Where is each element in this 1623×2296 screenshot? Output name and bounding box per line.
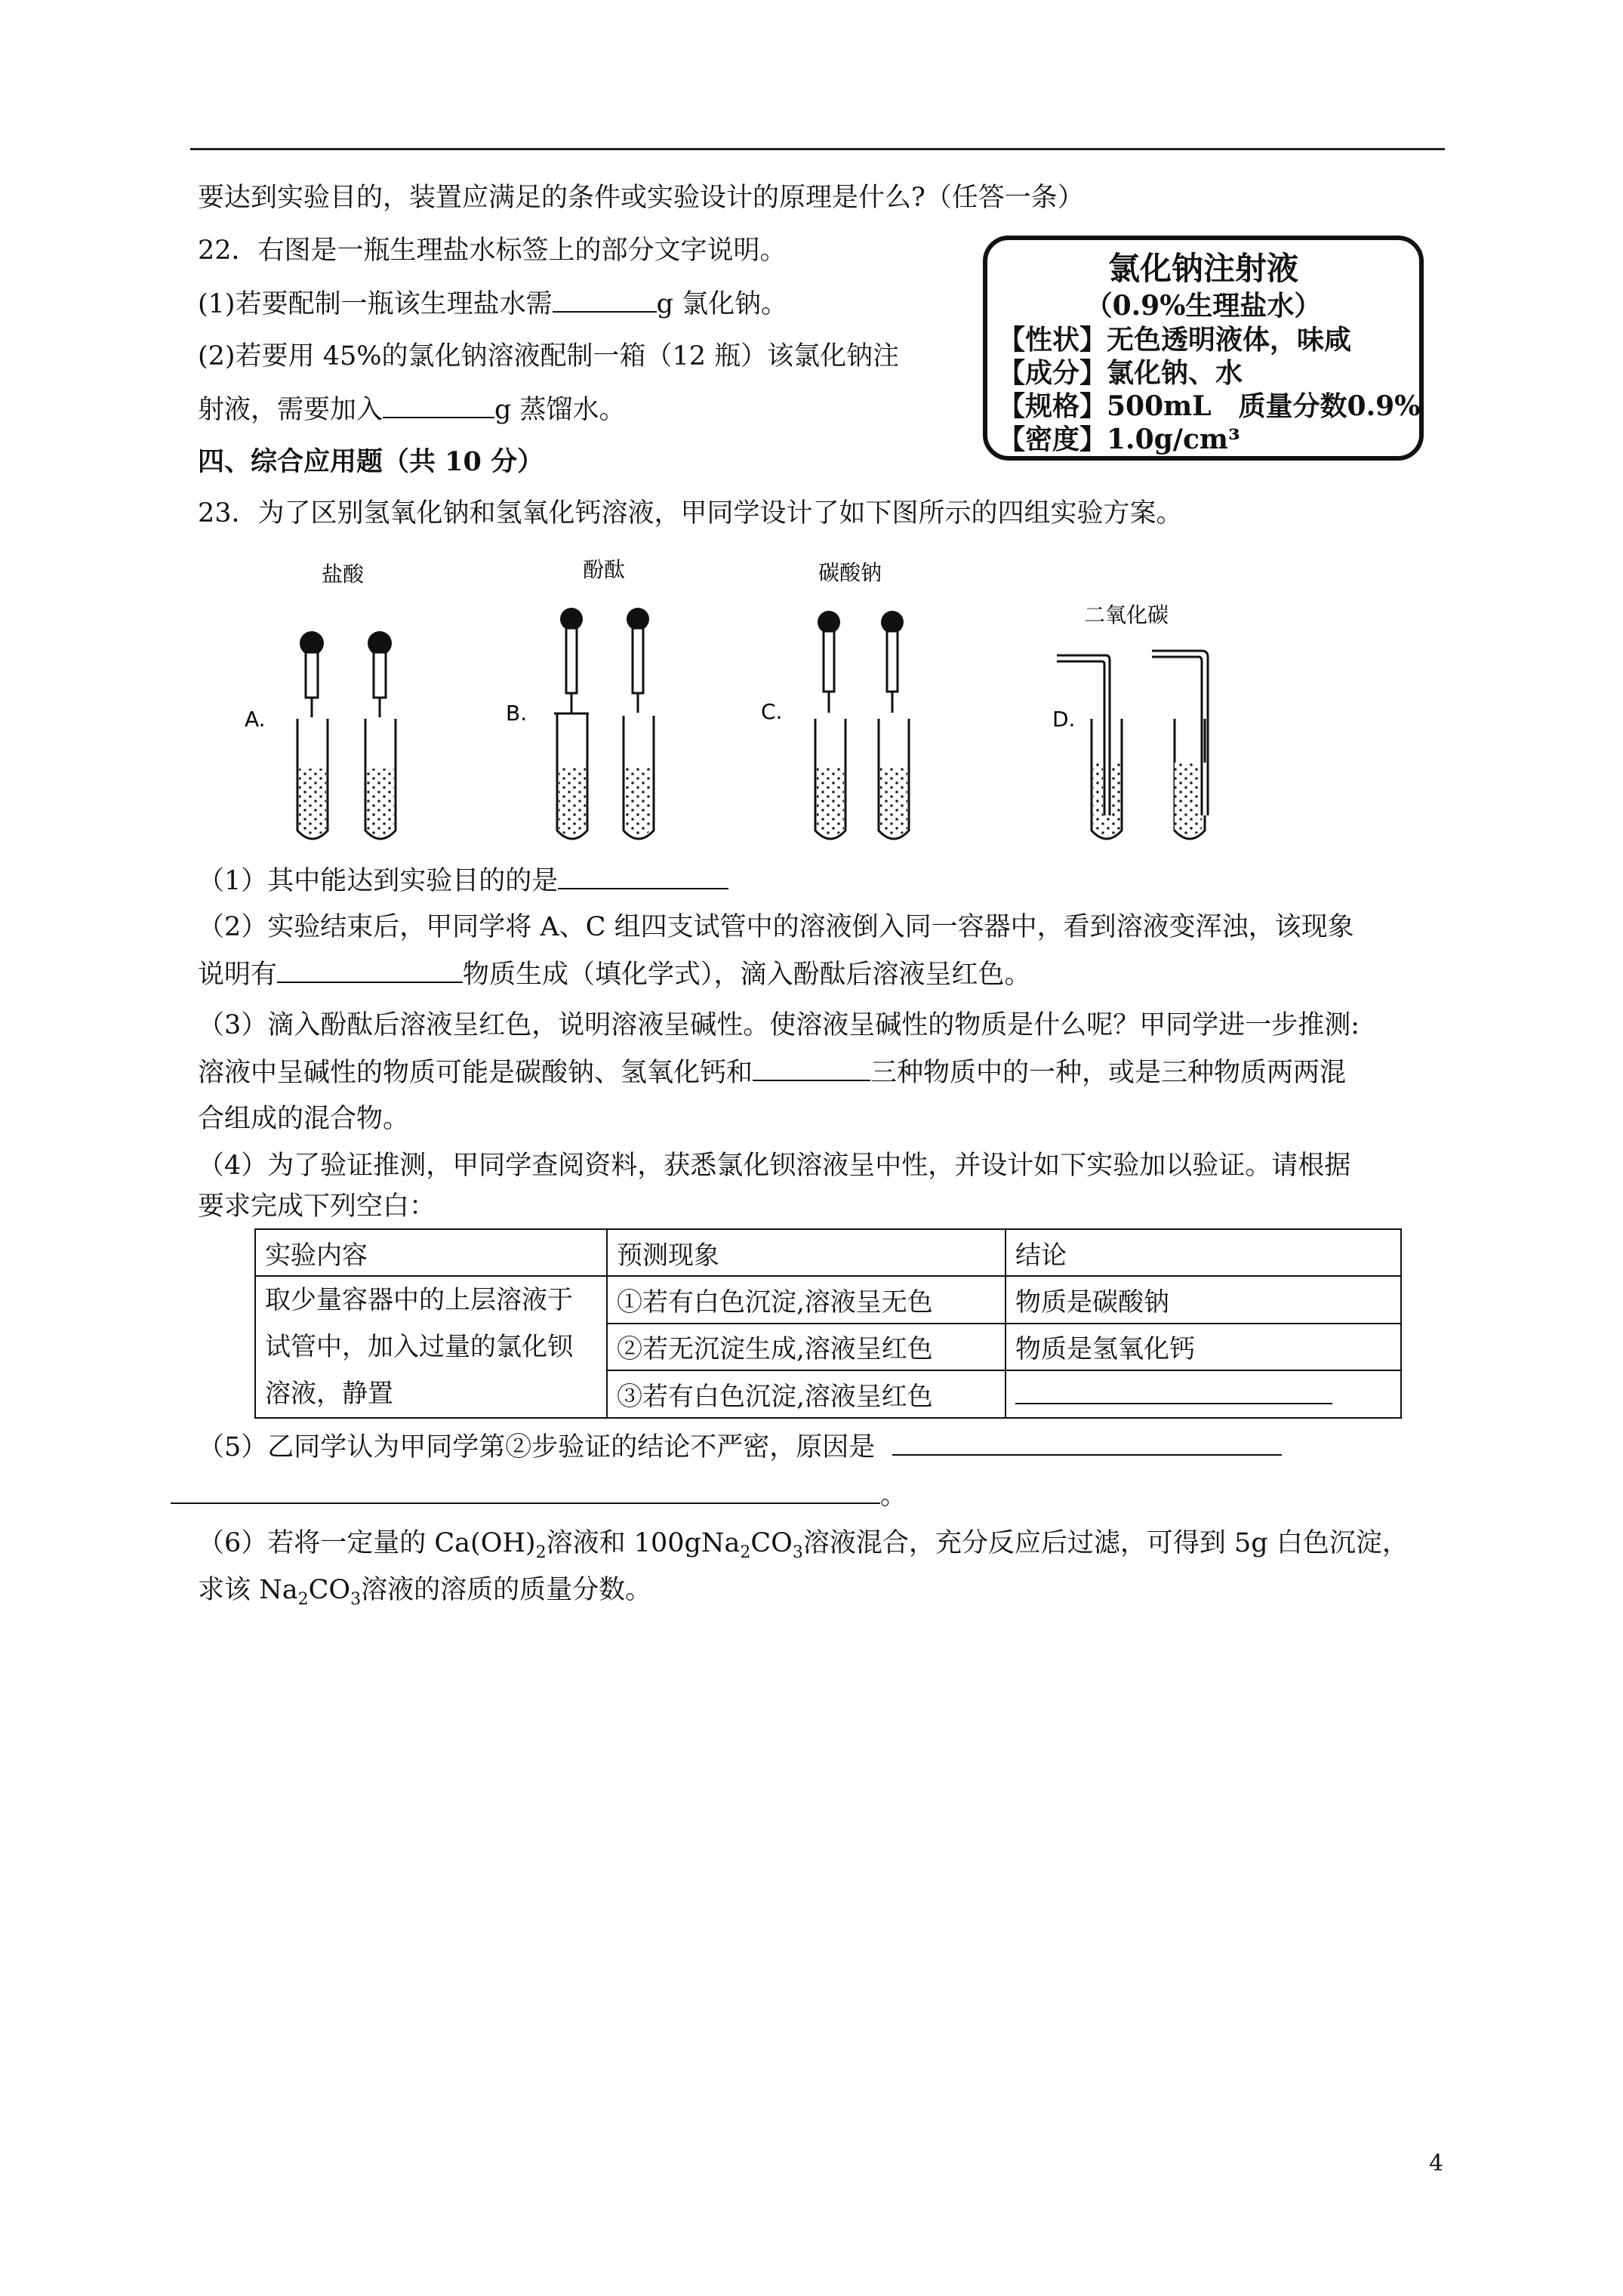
question-22-part-1: (1)若要配制一瓶该生理盐水需 g 氯化钠。 bbox=[198, 285, 787, 322]
reagent-label: 盐酸 bbox=[322, 562, 365, 587]
table-header-row bbox=[255, 1229, 1401, 1276]
question-23-part-2-cont: 说明有 物质生成（填化学式），滴入酚酞后溶液呈红色。 bbox=[198, 956, 1031, 993]
test-tube-icon bbox=[1175, 719, 1209, 839]
answer-blank[interactable] bbox=[558, 862, 728, 889]
conclusion-cell bbox=[1006, 1370, 1401, 1418]
test-tube-icon bbox=[815, 719, 845, 839]
group-b bbox=[506, 559, 654, 839]
question-23-part-4: （4）为了验证推测，甲同学查阅资料，获悉氯化钡溶液呈中性，并设计如下实验加以验证。请根据 bbox=[198, 1151, 1351, 1181]
dropper-icon bbox=[818, 611, 840, 713]
test-tube-icon bbox=[554, 713, 589, 839]
section-heading: 四、综合应用题（共 10 分） bbox=[198, 446, 544, 477]
question-23-part-3-end: 合组成的混合物。 bbox=[198, 1104, 410, 1134]
test-tube-icon bbox=[365, 719, 396, 839]
label-row: 【性状】无色透明液体，味咸 bbox=[998, 324, 1352, 356]
table-header: 结论 bbox=[1006, 1229, 1401, 1276]
answer-blank[interactable] bbox=[383, 391, 494, 418]
question-23-part-3-cont: 溶液中呈碱性的物质可能是碳酸钠、氢氧化钙和 三种物质中的一种，或是三种物质两两混 bbox=[198, 1054, 1346, 1091]
dropper-icon bbox=[560, 608, 583, 713]
conclusion-cell: 物质是碳酸钠 bbox=[1006, 1276, 1401, 1324]
table-row bbox=[255, 1276, 1401, 1324]
group-a bbox=[245, 562, 396, 839]
dropper-icon bbox=[368, 631, 392, 717]
question-22-part-2: (2)若要用 45%的氯化钠溶液配制一箱（12 瓶）该氯化钠注 bbox=[198, 341, 900, 371]
answer-blank[interactable] bbox=[892, 1428, 1282, 1456]
table-header: 实验内容 bbox=[255, 1229, 607, 1276]
answer-blank[interactable] bbox=[553, 285, 657, 313]
dropper-icon bbox=[627, 608, 649, 713]
experiment-content-cell: 取少量容器中的上层溶液于试管中，加入过量的氯化钡溶液，静置 bbox=[255, 1276, 607, 1418]
conclusion-cell: 物质是氢氧化钙 bbox=[1006, 1324, 1401, 1371]
test-tube-icon bbox=[297, 719, 328, 839]
page-number: 4 bbox=[1429, 2150, 1444, 2177]
reagent-label: 酚酞 bbox=[583, 559, 626, 582]
label-row: 【规格】500mL 质量分数0.9% bbox=[998, 390, 1421, 422]
answer-blank[interactable] bbox=[1015, 1377, 1332, 1404]
test-tube-icon bbox=[624, 716, 654, 839]
group-letter: B. bbox=[506, 701, 528, 726]
question-22: 22．右图是一瓶生理盐水标签上的部分文字说明。 bbox=[198, 236, 787, 266]
answer-blank[interactable] bbox=[277, 956, 463, 983]
header-rule bbox=[190, 148, 1445, 150]
phenomenon-cell: ②若无沉淀生成,溶液呈红色 bbox=[607, 1324, 1006, 1371]
question-23-part-6: （6）若将一定量的 $Ca(OH)_2$溶液和 $100gNa_2CO_3$溶液混合，充分反应后过滤，可得到 5g 白色沉淀， bbox=[198, 1528, 1409, 1562]
label-row: 【密度】1.0g/cm³ bbox=[998, 424, 1240, 455]
test-tube-icon bbox=[879, 719, 909, 839]
experiment-table bbox=[254, 1228, 1402, 1419]
dropper-icon bbox=[300, 631, 324, 717]
label-title: 氯化钠注射液 bbox=[1107, 250, 1298, 287]
question-23-part-5: （5）乙同学认为甲同学第②步验证的结论不严密，原因是 bbox=[198, 1428, 1282, 1465]
group-d bbox=[1052, 603, 1209, 839]
question-23-part-2: （2）实验结束后，甲同学将 A、C 组四支试管中的溶液倒入同一容器中，看到溶液变浑浊，该现象 bbox=[198, 912, 1354, 942]
text-line: 要达到实验目的，装置应满足的条件或实验设计的原理是什么?（任答一条） bbox=[198, 183, 1084, 213]
group-letter: C. bbox=[761, 699, 783, 724]
question-22-part-2-cont: 射液，需要加入 g 蒸馏水。 bbox=[198, 391, 626, 428]
answer-blank[interactable] bbox=[171, 1477, 880, 1504]
reagent-label: 碳酸钠 bbox=[818, 560, 882, 585]
question-23-part-5-cont: 。 bbox=[171, 1477, 907, 1514]
phenomenon-cell: ①若有白色沉淀,溶液呈无色 bbox=[607, 1276, 1006, 1324]
group-c bbox=[761, 560, 909, 839]
dropper-icon bbox=[881, 611, 904, 713]
test-tube-icon bbox=[1092, 719, 1122, 839]
question-23-part-3: （3）滴入酚酞后溶液呈红色，说明溶液呈碱性。使溶液呈碱性的物质是什么呢？甲同学进一步推测: bbox=[198, 1010, 1360, 1040]
group-letter: A. bbox=[245, 707, 266, 732]
label-row: 【成分】氯化钠、水 bbox=[998, 357, 1243, 389]
experiment-figure bbox=[234, 559, 1215, 846]
question-23: 23．为了区别氢氧化钠和氢氧化钙溶液，甲同学设计了如下图所示的四组实验方案。 bbox=[198, 498, 1183, 529]
question-23-part-4-cont: 要求完成下列空白： bbox=[198, 1191, 436, 1222]
label-subtitle: （0.9%生理盐水） bbox=[1085, 290, 1322, 322]
table-header: 预测现象 bbox=[607, 1229, 1006, 1276]
group-letter: D. bbox=[1052, 707, 1076, 732]
question-23-part-6-cont: 求该 $Na_2CO_3$溶液的溶质的质量分数。 bbox=[198, 1575, 652, 1609]
question-23-part-1: （1）其中能达到实验目的的是 bbox=[198, 862, 728, 899]
answer-blank[interactable] bbox=[753, 1054, 870, 1081]
phenomenon-cell: ③若有白色沉淀,溶液呈红色 bbox=[607, 1370, 1006, 1418]
saline-label bbox=[983, 236, 1424, 461]
reagent-label: 二氧化碳 bbox=[1084, 603, 1169, 627]
